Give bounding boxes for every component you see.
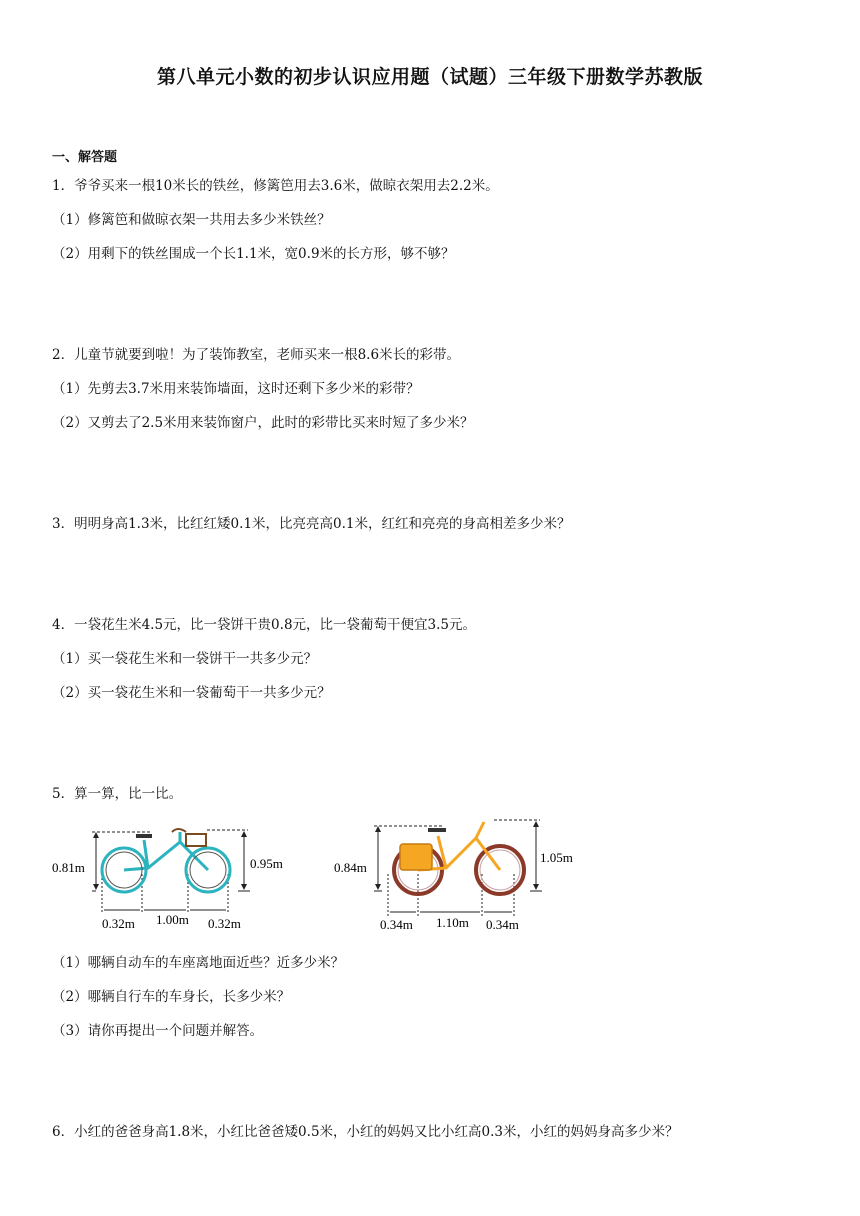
question-4-part-1: （1）买一袋花生米和一袋饼干一共多少元？ (52, 651, 318, 667)
bicycle-1-right-length: 0.32m (208, 916, 241, 931)
bicycle-2-handle-height: 1.05m (540, 850, 573, 865)
bicycle-1-drawing (102, 832, 230, 892)
bicycle-1-left-length: 0.32m (102, 916, 135, 931)
page-title: 第八单元小数的初步认识应用题（试题）三年级下册数学苏教版 (156, 66, 703, 88)
question-5-part-1: （1）哪辆自动车的车座离地面近些？近多少米？ (52, 955, 345, 971)
bicycle-2-left-length: 0.34m (380, 917, 413, 932)
bicycle-1-handle-height: 0.95m (250, 856, 283, 871)
bicycle-2-figure (334, 816, 584, 934)
bicycle-2-drawing (394, 822, 524, 894)
question-3-stem: 3．明明身高1.3米，比红红矮0.1米，比亮亮高0.1米，红红和亮亮的身高相差多少米？ (52, 516, 571, 532)
question-5-part-3: （3）请你再提出一个问题并解答。 (52, 1023, 264, 1039)
bicycle-1-body-length: 1.00m (156, 912, 189, 927)
question-2-stem: 2．儿童节就要到啦！为了装饰教室，老师买来一根8.6米长的彩带。 (52, 347, 461, 363)
question-1-stem: 1．爷爷买来一根10米长的铁丝，修篱笆用去3.6米，做晾衣架用去2.2米。 (52, 178, 499, 194)
question-1-part-2: （2）用剩下的铁丝围成一个长1.1米，宽0.9米的长方形，够不够？ (52, 246, 455, 262)
question-1-part-1: （1）修篱笆和做晾衣架一共用去多少米铁丝？ (52, 212, 331, 228)
bicycle-1-figure (52, 822, 302, 934)
question-2-part-1: （1）先剪去3.7米用来装饰墙面，这时还剩下多少米的彩带？ (52, 381, 420, 397)
question-5-part-2: （2）哪辆自行车的车身长，长多少米？ (52, 989, 291, 1005)
section-heading: 一、解答题 (52, 150, 118, 165)
question-4-stem: 4．一袋花生米4.5元，比一袋饼干贵0.8元，比一袋葡萄干便宜3.5元。 (52, 617, 476, 633)
bicycle-1-seat-height: 0.81m (52, 860, 85, 875)
question-2-part-2: （2）又剪去了2.5米用来装饰窗户，此时的彩带比买来时短了多少米？ (52, 415, 474, 431)
bicycle-2-body-length: 1.10m (436, 915, 469, 930)
question-5-stem: 5．算一算，比一比。 (52, 786, 183, 802)
question-6-stem: 6．小红的爸爸身高1.8米，小红比爸爸矮0.5米，小红的妈妈又比小红高0.3米，小红的妈妈身高多少米？ (52, 1124, 679, 1140)
bicycle-2-right-length: 0.34m (486, 917, 519, 932)
question-4-part-2: （2）买一袋花生米和一袋葡萄干一共多少元？ (52, 685, 331, 701)
bicycle-2-seat-height: 0.84m (334, 860, 367, 875)
